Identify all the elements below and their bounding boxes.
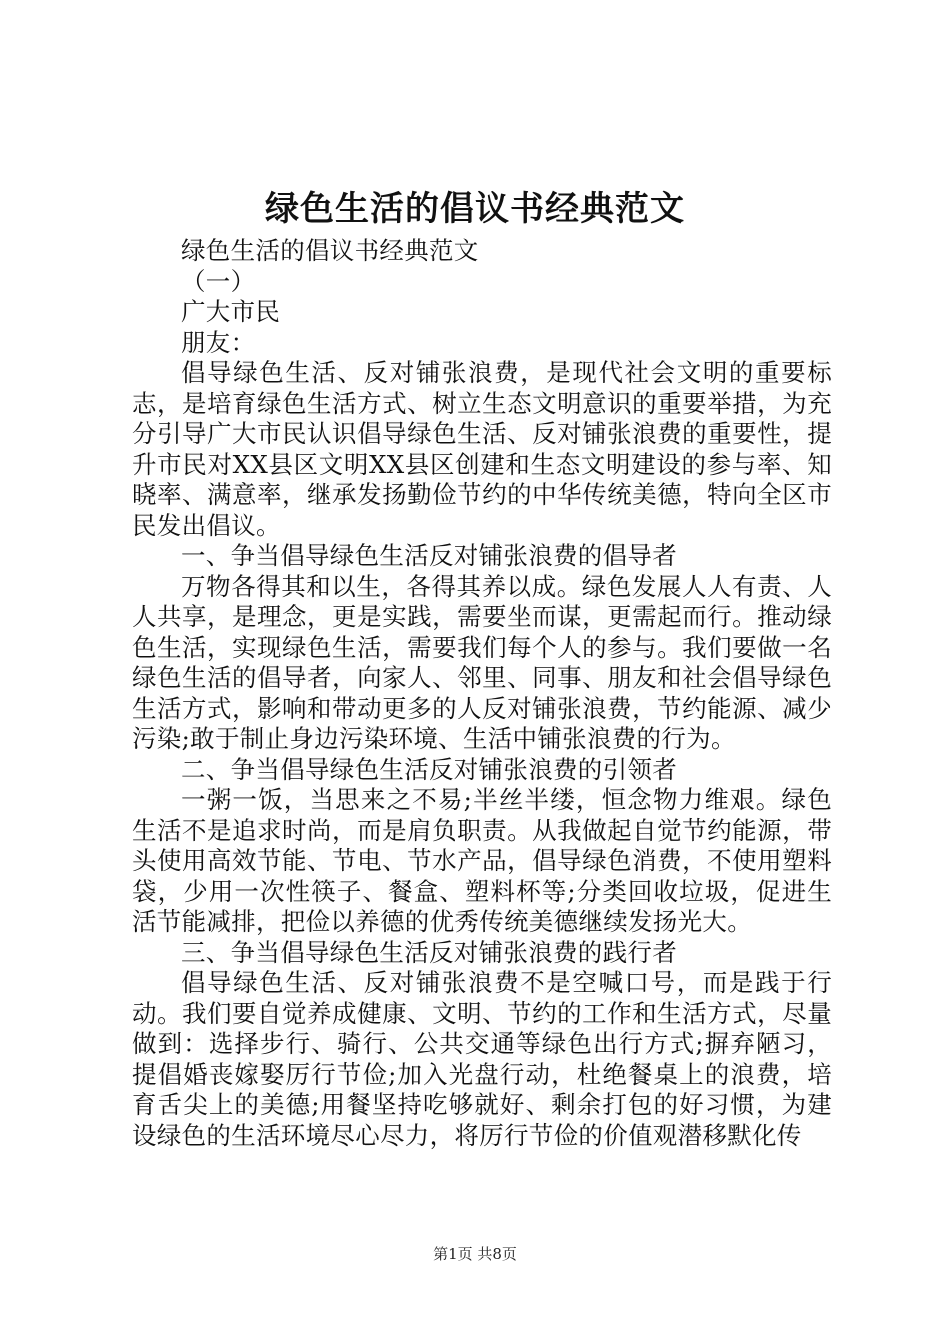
salutation-line-2: 朋友：: [181, 327, 256, 357]
intro-paragraph: 倡导绿色生活、反对铺张浪费，是现代社会文明的重要标志，是培育绿色生活方式、树立生态文明意识的重要举措，为充分引导广大市民认识倡导绿色生活、反对铺张浪费的重要性，提升市民对XX县区文明XX县区创建和生态文明建设的参与率、知晓率、满意率，继承发扬勤俭节约的中华传统美德，特向全区市民发出倡议。: [132, 358, 832, 540]
section-number: （一）: [181, 266, 256, 296]
salutation-line-1: 广大市民: [181, 297, 281, 326]
heading-1: 一、争当倡导绿色生活反对铺张浪费的倡导者: [181, 541, 677, 570]
heading-2: 二、争当倡导绿色生活反对铺张浪费的引领者: [181, 754, 677, 784]
page-number: 第1页 共8页: [433, 1245, 517, 1263]
body-subtitle: 绿色生活的倡议书经典范文: [181, 236, 479, 265]
heading-3: 三、争当倡导绿色生活反对铺张浪费的践行者: [181, 937, 677, 967]
paragraph-1: 万物各得其和以生，各得其养以成。绿色发展人人有责、人人共享，是理念，更是实践，需要坐而谋，更需起而行。推动绿色生活，实现绿色生活，需要我们每个人的参与。我们要做一名绿色生活的倡导者，向家人、邻里、同事、朋友和社会倡导绿色生活方式，影响和带动更多的人反对铺张浪费，节约能源、减少污染;敢于制止身边污染环境、生活中铺张浪费的行为。: [132, 571, 832, 753]
document-title: 绿色生活的倡议书经典范文: [265, 189, 685, 229]
document-body: [132, 236, 832, 1151]
paragraph-2: 一粥一饭，当思来之不易;半丝半缕，恒念物力维艰。绿色生活不是追求时尚，而是肩负职责。从我做起自觉节约能源，带头使用高效节能、节电、节水产品，倡导绿色消费，不使用塑料袋，少用一次性筷子、餐盒、塑料杯等;分类回收垃圾，促进生活节能减排，把俭以养德的优秀传统美德继续发扬光大。: [132, 785, 832, 936]
paragraph-3: 倡导绿色生活、反对铺张浪费不是空喊口号，而是践于行动。我们要自觉养成健康、文明、节约的工作和生活方式，尽量做到：选择步行、骑行、公共交通等绿色出行方式;摒弃陋习，提倡婚丧嫁娶厉行节俭;加入光盘行动，杜绝餐桌上的浪费，培育舌尖上的美德;用餐坚持吃够就好、剩余打包的好习惯，为建设绿色的生活环境尽心尽力，将厉行节俭的价值观潜移默化传: [132, 968, 832, 1150]
